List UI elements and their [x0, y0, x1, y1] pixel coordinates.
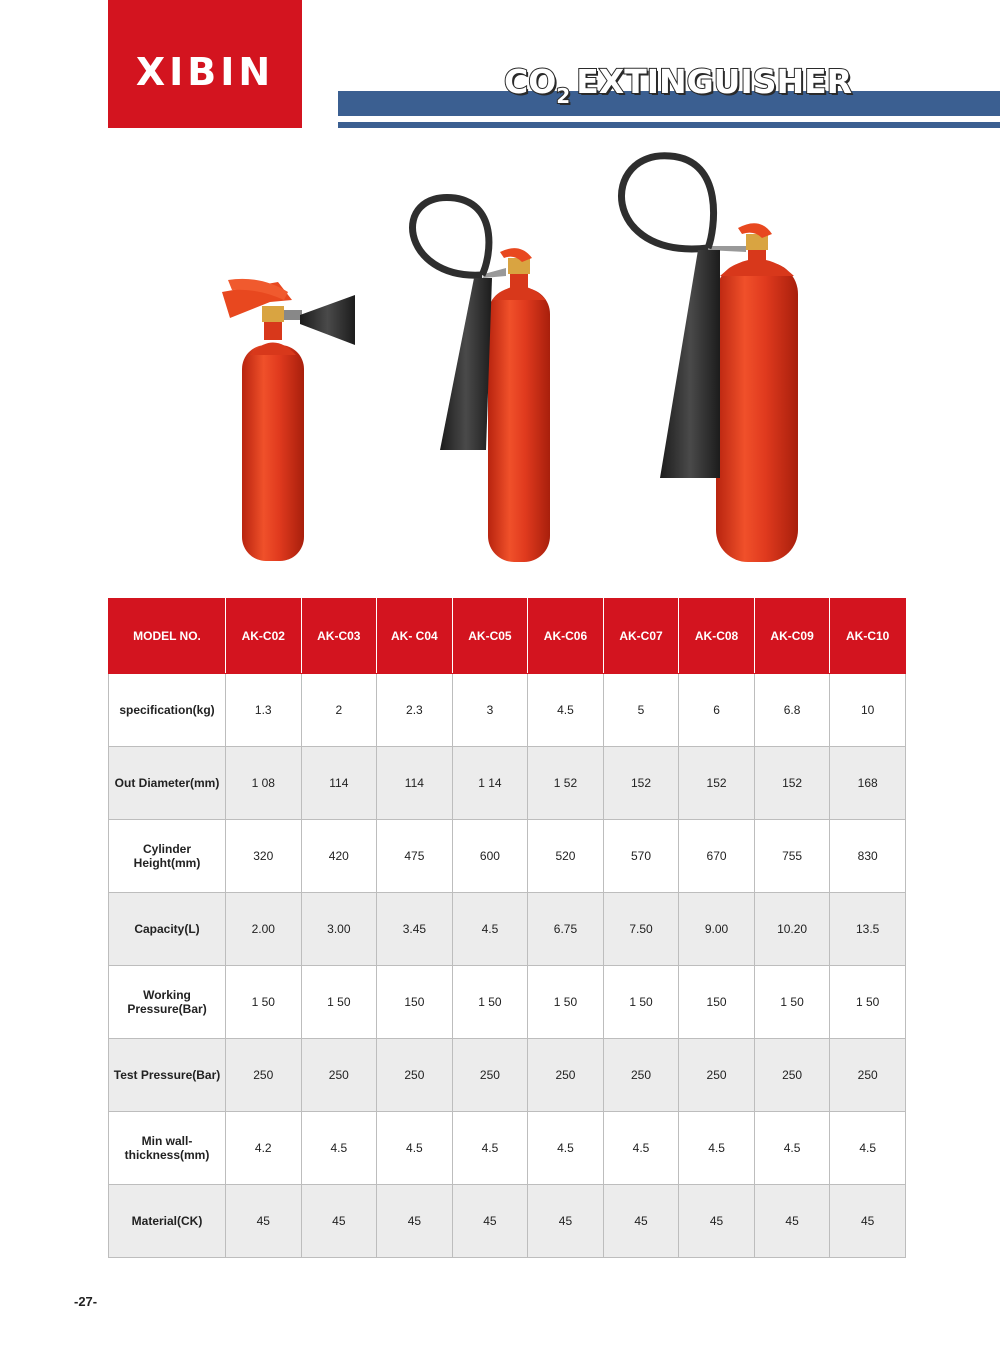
- table-row: [109, 966, 906, 1039]
- table-cell: 3.00: [301, 893, 377, 966]
- table-cell: 4.5: [452, 1112, 528, 1185]
- table-cell: 1 14: [452, 747, 528, 820]
- table-cell: 45: [301, 1185, 377, 1258]
- header-cell-model: AK-C09: [754, 599, 830, 674]
- brand-logo: [108, 0, 302, 128]
- table-cell: 520: [528, 820, 604, 893]
- table-cell: 6.75: [528, 893, 604, 966]
- row-label: [109, 1112, 226, 1185]
- table-cell: 150: [377, 966, 453, 1039]
- table-cell: 1 50: [830, 966, 906, 1039]
- table-cell: 114: [301, 747, 377, 820]
- title-prefix: CO: [504, 62, 557, 101]
- table-cell: 10: [830, 674, 906, 747]
- row-label-line: Working: [143, 988, 191, 1002]
- table-cell: 45: [528, 1185, 604, 1258]
- table-row: [109, 1185, 906, 1258]
- row-label-line: Height(mm): [133, 856, 201, 870]
- table-row: [109, 1039, 906, 1112]
- table-cell: 4.5: [754, 1112, 830, 1185]
- table-cell: 1 50: [226, 966, 302, 1039]
- title-subscript: 2: [556, 84, 571, 108]
- row-label: Capacity(L): [109, 893, 226, 966]
- table-cell: 5: [603, 674, 679, 747]
- table-cell: 45: [603, 1185, 679, 1258]
- table-cell: 420: [301, 820, 377, 893]
- table-cell: 250: [377, 1039, 453, 1112]
- page-title: [504, 62, 852, 112]
- table-cell: 830: [830, 820, 906, 893]
- table-cell: 1 50: [603, 966, 679, 1039]
- header-cell-model: AK-C06: [528, 599, 604, 674]
- table-cell: 250: [528, 1039, 604, 1112]
- table-cell: 150: [679, 966, 755, 1039]
- table-cell: 4.5: [679, 1112, 755, 1185]
- row-label: Out Diameter(mm): [109, 747, 226, 820]
- table-header-row: [109, 599, 906, 674]
- row-label-line: Cylinder: [142, 842, 191, 856]
- table-cell: 3: [452, 674, 528, 747]
- row-label: Material(CK): [109, 1185, 226, 1258]
- table-cell: 114: [377, 747, 453, 820]
- spec-table: [108, 598, 906, 1258]
- table-cell: 250: [679, 1039, 755, 1112]
- table-cell: 4.5: [528, 674, 604, 747]
- row-label-line: thickness(mm): [124, 1148, 210, 1162]
- header-cell-model: AK-C07: [603, 599, 679, 674]
- table-cell: 6: [679, 674, 755, 747]
- table-cell: 570: [603, 820, 679, 893]
- table-cell: 2.3: [377, 674, 453, 747]
- header-cell-model: AK-C02: [226, 599, 302, 674]
- table-cell: 250: [301, 1039, 377, 1112]
- table-cell: 4.5: [377, 1112, 453, 1185]
- table-cell: 475: [377, 820, 453, 893]
- row-label-line: Pressure(Bar): [127, 1002, 207, 1016]
- table-cell: 1 08: [226, 747, 302, 820]
- table-cell: 4.2: [226, 1112, 302, 1185]
- title-underline: [338, 122, 1000, 128]
- table-cell: 250: [603, 1039, 679, 1112]
- table-cell: 600: [452, 820, 528, 893]
- table-cell: 3.45: [377, 893, 453, 966]
- table-cell: 1 50: [452, 966, 528, 1039]
- table-cell: 1 50: [301, 966, 377, 1039]
- table-cell: 4.5: [452, 893, 528, 966]
- extinguisher-illustration: [200, 150, 820, 570]
- table-cell: 250: [452, 1039, 528, 1112]
- table-cell: 45: [377, 1185, 453, 1258]
- table-cell: 250: [754, 1039, 830, 1112]
- table-cell: 2.00: [226, 893, 302, 966]
- table-cell: 45: [679, 1185, 755, 1258]
- header-cell-model: AK-C03: [301, 599, 377, 674]
- table-cell: 9.00: [679, 893, 755, 966]
- large-co2-extinguisher-with-hose-icon: [621, 156, 798, 562]
- table-cell: 45: [226, 1185, 302, 1258]
- header-cell-model: AK-C10: [830, 599, 906, 674]
- row-label: [109, 820, 226, 893]
- table-cell: 1 52: [528, 747, 604, 820]
- table-cell: 250: [830, 1039, 906, 1112]
- table-cell: 755: [754, 820, 830, 893]
- page-number: -27-: [74, 1294, 98, 1309]
- table-cell: 10.20: [754, 893, 830, 966]
- table-cell: 45: [830, 1185, 906, 1258]
- row-label: Test Pressure(Bar): [109, 1039, 226, 1112]
- brand-logo-text: XIBIN: [135, 50, 275, 94]
- table-cell: 152: [603, 747, 679, 820]
- table-cell: 6.8: [754, 674, 830, 747]
- table-row: [109, 1112, 906, 1185]
- table-row: [109, 820, 906, 893]
- table-cell: 4.5: [528, 1112, 604, 1185]
- table-cell: 45: [754, 1185, 830, 1258]
- title-rest: EXTINGUISHER: [576, 62, 853, 101]
- row-label: specification(kg): [109, 674, 226, 747]
- table-cell: 320: [226, 820, 302, 893]
- table-cell: 1 50: [528, 966, 604, 1039]
- table-row: [109, 893, 906, 966]
- table-cell: 45: [452, 1185, 528, 1258]
- header-cell-model-no: MODEL NO.: [109, 599, 226, 674]
- table-cell: 4.5: [301, 1112, 377, 1185]
- medium-co2-extinguisher-with-hose-icon: [413, 197, 550, 562]
- table-cell: 152: [754, 747, 830, 820]
- table-cell: 1 50: [754, 966, 830, 1039]
- table-cell: 4.5: [830, 1112, 906, 1185]
- row-label: [109, 966, 226, 1039]
- row-label-line: Min wall-: [141, 1134, 193, 1148]
- table-cell: 250: [226, 1039, 302, 1112]
- header-cell-model: AK-C05: [452, 599, 528, 674]
- table-cell: 152: [679, 747, 755, 820]
- small-co2-extinguisher-with-horn-icon: [222, 279, 355, 561]
- table-cell: 7.50: [603, 893, 679, 966]
- table-cell: 1.3: [226, 674, 302, 747]
- table-cell: 4.5: [603, 1112, 679, 1185]
- header-cell-model: AK-C08: [679, 599, 755, 674]
- table-cell: 13.5: [830, 893, 906, 966]
- table-cell: 670: [679, 820, 755, 893]
- table-row: [109, 674, 906, 747]
- header-cell-model: AK- C04: [377, 599, 453, 674]
- table-row: [109, 747, 906, 820]
- table-cell: 2: [301, 674, 377, 747]
- table-cell: 168: [830, 747, 906, 820]
